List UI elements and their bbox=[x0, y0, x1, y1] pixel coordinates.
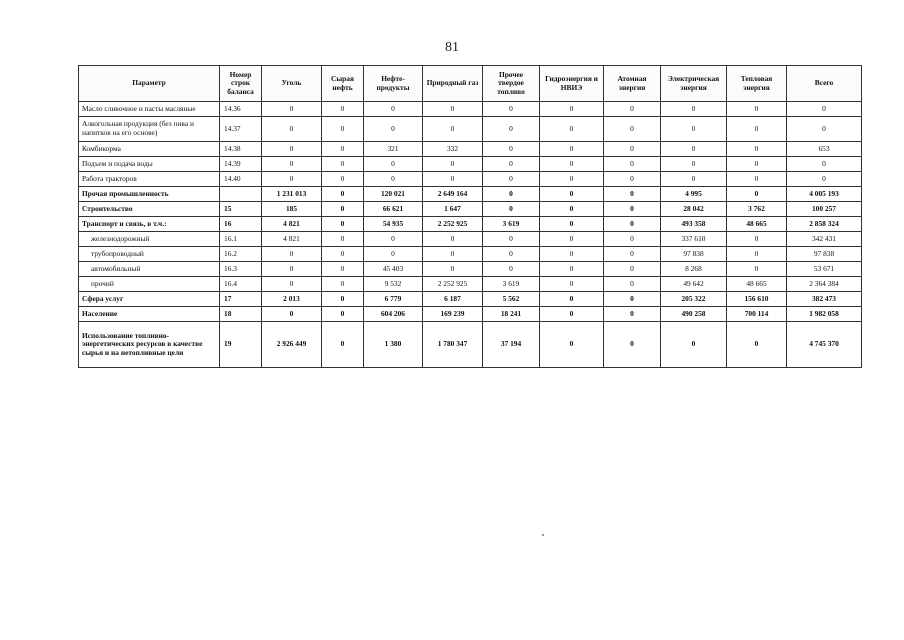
row-value: 0 bbox=[322, 322, 364, 368]
row-value: 4 745 370 bbox=[787, 322, 862, 368]
row-value: 1 231 013 bbox=[262, 187, 322, 202]
row-value: 0 bbox=[423, 262, 483, 277]
row-value: 0 bbox=[604, 232, 661, 247]
row-value: 0 bbox=[540, 217, 604, 232]
row-value: 18 241 bbox=[483, 307, 540, 322]
table-row bbox=[79, 157, 862, 172]
row-value: 0 bbox=[364, 232, 423, 247]
row-value: 28 042 bbox=[661, 202, 727, 217]
row-value: 0 bbox=[322, 187, 364, 202]
row-value: 604 206 bbox=[364, 307, 423, 322]
row-value: 0 bbox=[262, 307, 322, 322]
row-value: 0 bbox=[604, 292, 661, 307]
row-value: 0 bbox=[661, 102, 727, 117]
row-value: 2 926 449 bbox=[262, 322, 322, 368]
row-value: 169 239 bbox=[423, 307, 483, 322]
row-balance-number: 14.38 bbox=[220, 142, 262, 157]
energy-balance-table bbox=[78, 65, 862, 368]
row-value: 0 bbox=[483, 247, 540, 262]
row-value: 0 bbox=[727, 247, 787, 262]
row-value: 0 bbox=[540, 172, 604, 187]
row-value: 6 779 bbox=[364, 292, 423, 307]
table-row bbox=[79, 307, 862, 322]
row-value: 0 bbox=[262, 247, 322, 262]
row-balance-number: 16.3 bbox=[220, 262, 262, 277]
table-row bbox=[79, 142, 862, 157]
row-value: 0 bbox=[540, 187, 604, 202]
table-header-row bbox=[79, 66, 862, 102]
row-value: 0 bbox=[483, 202, 540, 217]
row-value: 0 bbox=[423, 117, 483, 142]
table-row bbox=[79, 117, 862, 142]
row-value: 321 bbox=[364, 142, 423, 157]
row-value: 0 bbox=[364, 172, 423, 187]
row-balance-number bbox=[220, 187, 262, 202]
row-value: 0 bbox=[727, 102, 787, 117]
row-value: 100 257 bbox=[787, 202, 862, 217]
row-value: 2 013 bbox=[262, 292, 322, 307]
row-value: 0 bbox=[322, 117, 364, 142]
row-value: 0 bbox=[540, 102, 604, 117]
row-value: 1 647 bbox=[423, 202, 483, 217]
column-header-other-solid-fuel: Прочее твердое топливо bbox=[483, 66, 540, 102]
row-parameter: Комбикорма bbox=[79, 142, 220, 157]
row-value: 700 114 bbox=[727, 307, 787, 322]
row-value: 0 bbox=[727, 262, 787, 277]
row-value: 54 935 bbox=[364, 217, 423, 232]
column-header-coal: Уголь bbox=[262, 66, 322, 102]
row-value: 0 bbox=[661, 157, 727, 172]
row-balance-number: 18 bbox=[220, 307, 262, 322]
row-value: 0 bbox=[727, 187, 787, 202]
row-value: 0 bbox=[322, 157, 364, 172]
column-header-petroleum-products: Нефте-продукты bbox=[364, 66, 423, 102]
row-balance-number: 19 bbox=[220, 322, 262, 368]
row-value: 0 bbox=[483, 117, 540, 142]
row-value: 0 bbox=[322, 232, 364, 247]
row-balance-number: 16.1 bbox=[220, 232, 262, 247]
row-value: 0 bbox=[604, 217, 661, 232]
row-parameter: Население bbox=[79, 307, 220, 322]
column-header-parameter: Параметр bbox=[79, 66, 220, 102]
row-value: 653 bbox=[787, 142, 862, 157]
table-row bbox=[79, 187, 862, 202]
row-value: 0 bbox=[540, 277, 604, 292]
row-value: 0 bbox=[661, 322, 727, 368]
table-row bbox=[79, 232, 862, 247]
row-value: 97 838 bbox=[661, 247, 727, 262]
row-value: 0 bbox=[604, 187, 661, 202]
row-value: 3 619 bbox=[483, 277, 540, 292]
row-value: 0 bbox=[322, 202, 364, 217]
row-value: 97 838 bbox=[787, 247, 862, 262]
row-value: 6 187 bbox=[423, 292, 483, 307]
row-value: 0 bbox=[322, 292, 364, 307]
row-value: 3 762 bbox=[727, 202, 787, 217]
table-row bbox=[79, 277, 862, 292]
row-value: 3 619 bbox=[483, 217, 540, 232]
row-value: 0 bbox=[540, 292, 604, 307]
row-value: 0 bbox=[604, 102, 661, 117]
table-row bbox=[79, 322, 862, 368]
row-value: 1 982 058 bbox=[787, 307, 862, 322]
row-value: 0 bbox=[262, 157, 322, 172]
row-parameter: Сфера услуг bbox=[79, 292, 220, 307]
row-value: 156 610 bbox=[727, 292, 787, 307]
row-balance-number: 16 bbox=[220, 217, 262, 232]
row-value: 4 995 bbox=[661, 187, 727, 202]
row-value: 48 665 bbox=[727, 217, 787, 232]
row-value: 0 bbox=[364, 247, 423, 262]
row-value: 0 bbox=[604, 247, 661, 262]
row-value: 2 858 324 bbox=[787, 217, 862, 232]
row-value: 0 bbox=[322, 247, 364, 262]
row-value: 0 bbox=[727, 172, 787, 187]
row-value: 332 bbox=[423, 142, 483, 157]
row-value: 0 bbox=[423, 172, 483, 187]
row-value: 66 621 bbox=[364, 202, 423, 217]
row-value: 0 bbox=[262, 117, 322, 142]
row-value: 5 562 bbox=[483, 292, 540, 307]
scan-speck bbox=[542, 534, 544, 536]
row-value: 49 642 bbox=[661, 277, 727, 292]
row-value: 0 bbox=[727, 322, 787, 368]
row-value: 0 bbox=[540, 117, 604, 142]
row-parameter: прочий bbox=[79, 277, 220, 292]
row-value: 0 bbox=[540, 142, 604, 157]
row-value: 0 bbox=[787, 102, 862, 117]
row-value: 0 bbox=[540, 247, 604, 262]
row-value: 4 005 193 bbox=[787, 187, 862, 202]
row-value: 1 780 347 bbox=[423, 322, 483, 368]
table-row bbox=[79, 247, 862, 262]
row-value: 0 bbox=[423, 102, 483, 117]
row-value: 0 bbox=[727, 232, 787, 247]
row-balance-number: 15 bbox=[220, 202, 262, 217]
row-value: 4 821 bbox=[262, 217, 322, 232]
row-value: 0 bbox=[483, 187, 540, 202]
row-parameter: автомобильный bbox=[79, 262, 220, 277]
row-value: 0 bbox=[262, 277, 322, 292]
row-value: 0 bbox=[787, 117, 862, 142]
row-balance-number: 14.40 bbox=[220, 172, 262, 187]
row-value: 2 252 925 bbox=[423, 277, 483, 292]
row-value: 0 bbox=[322, 277, 364, 292]
row-parameter: трубопроводный bbox=[79, 247, 220, 262]
column-header-electric: Электрическая энергия bbox=[661, 66, 727, 102]
row-value: 2 649 164 bbox=[423, 187, 483, 202]
row-value: 0 bbox=[423, 247, 483, 262]
row-parameter: Строительство bbox=[79, 202, 220, 217]
row-value: 493 358 bbox=[661, 217, 727, 232]
table-row bbox=[79, 172, 862, 187]
row-value: 0 bbox=[604, 277, 661, 292]
row-value: 48 665 bbox=[727, 277, 787, 292]
row-value: 185 bbox=[262, 202, 322, 217]
row-value: 342 431 bbox=[787, 232, 862, 247]
row-value: 0 bbox=[661, 172, 727, 187]
row-value: 0 bbox=[727, 157, 787, 172]
row-value: 0 bbox=[604, 142, 661, 157]
row-value: 9 532 bbox=[364, 277, 423, 292]
row-balance-number: 14.36 bbox=[220, 102, 262, 117]
row-value: 0 bbox=[540, 232, 604, 247]
row-balance-number: 14.37 bbox=[220, 117, 262, 142]
row-value: 0 bbox=[604, 322, 661, 368]
row-parameter: Использование топливно-энергетических ресурсов в качестве сырья и на нетопливные цели bbox=[79, 322, 220, 368]
row-value: 0 bbox=[423, 157, 483, 172]
row-value: 0 bbox=[483, 232, 540, 247]
row-value: 0 bbox=[483, 157, 540, 172]
row-value: 37 194 bbox=[483, 322, 540, 368]
row-value: 0 bbox=[322, 102, 364, 117]
row-value: 0 bbox=[322, 217, 364, 232]
row-value: 0 bbox=[727, 117, 787, 142]
column-header-nuclear: Атомная энергия bbox=[604, 66, 661, 102]
row-parameter: Транспорт и связь, в т.ч.: bbox=[79, 217, 220, 232]
column-header-hydro-renewables: Гидроэнергия и НВИЭ bbox=[540, 66, 604, 102]
table-row bbox=[79, 262, 862, 277]
row-value: 0 bbox=[483, 142, 540, 157]
row-value: 0 bbox=[661, 117, 727, 142]
row-value: 337 610 bbox=[661, 232, 727, 247]
row-value: 0 bbox=[604, 262, 661, 277]
row-value: 0 bbox=[540, 322, 604, 368]
row-value: 0 bbox=[540, 157, 604, 172]
table-row bbox=[79, 202, 862, 217]
row-value: 53 671 bbox=[787, 262, 862, 277]
row-value: 0 bbox=[322, 172, 364, 187]
row-value: 0 bbox=[262, 142, 322, 157]
column-header-natural-gas: Природный газ bbox=[423, 66, 483, 102]
row-value: 0 bbox=[604, 202, 661, 217]
row-value: 0 bbox=[364, 117, 423, 142]
row-value: 0 bbox=[540, 307, 604, 322]
row-parameter: Работа тракторов bbox=[79, 172, 220, 187]
column-header-row-number: Номер строк баланса bbox=[220, 66, 262, 102]
row-value: 0 bbox=[262, 262, 322, 277]
row-parameter: Подъем и подача воды bbox=[79, 157, 220, 172]
row-parameter: Масло сливочное и пасты масляные bbox=[79, 102, 220, 117]
row-value: 0 bbox=[787, 157, 862, 172]
row-value: 0 bbox=[727, 142, 787, 157]
row-value: 0 bbox=[262, 102, 322, 117]
row-value: 45 403 bbox=[364, 262, 423, 277]
row-value: 1 380 bbox=[364, 322, 423, 368]
row-value: 0 bbox=[604, 117, 661, 142]
row-balance-number: 17 bbox=[220, 292, 262, 307]
row-value: 0 bbox=[322, 262, 364, 277]
row-value: 0 bbox=[262, 172, 322, 187]
column-header-total: Всего bbox=[787, 66, 862, 102]
row-value: 0 bbox=[604, 307, 661, 322]
row-balance-number: 16.4 bbox=[220, 277, 262, 292]
row-balance-number: 14.39 bbox=[220, 157, 262, 172]
row-value: 0 bbox=[483, 262, 540, 277]
row-value: 382 473 bbox=[787, 292, 862, 307]
row-value: 0 bbox=[540, 202, 604, 217]
table-row bbox=[79, 217, 862, 232]
row-value: 0 bbox=[483, 172, 540, 187]
column-header-crude-oil: Сырая нефть bbox=[322, 66, 364, 102]
row-value: 8 268 bbox=[661, 262, 727, 277]
row-parameter: Прочая промышленность bbox=[79, 187, 220, 202]
column-header-heat: Тепловая энергия bbox=[727, 66, 787, 102]
row-value: 120 021 bbox=[364, 187, 423, 202]
table-row bbox=[79, 102, 862, 117]
row-value: 0 bbox=[483, 102, 540, 117]
row-value: 0 bbox=[423, 232, 483, 247]
row-value: 0 bbox=[604, 157, 661, 172]
row-value: 0 bbox=[661, 142, 727, 157]
row-value: 0 bbox=[540, 262, 604, 277]
row-parameter: железнодорожный bbox=[79, 232, 220, 247]
row-value: 490 258 bbox=[661, 307, 727, 322]
row-value: 4 821 bbox=[262, 232, 322, 247]
row-value: 0 bbox=[364, 157, 423, 172]
row-value: 0 bbox=[787, 172, 862, 187]
table-row bbox=[79, 292, 862, 307]
row-value: 205 322 bbox=[661, 292, 727, 307]
row-value: 0 bbox=[322, 307, 364, 322]
row-value: 0 bbox=[604, 172, 661, 187]
row-balance-number: 16.2 bbox=[220, 247, 262, 262]
row-value: 0 bbox=[322, 142, 364, 157]
page-number: 81 bbox=[445, 40, 459, 55]
row-value: 2 364 384 bbox=[787, 277, 862, 292]
row-parameter: Алкогольная продукция (без пива и напитков на его основе) bbox=[79, 117, 220, 142]
row-value: 0 bbox=[364, 102, 423, 117]
row-value: 2 252 925 bbox=[423, 217, 483, 232]
